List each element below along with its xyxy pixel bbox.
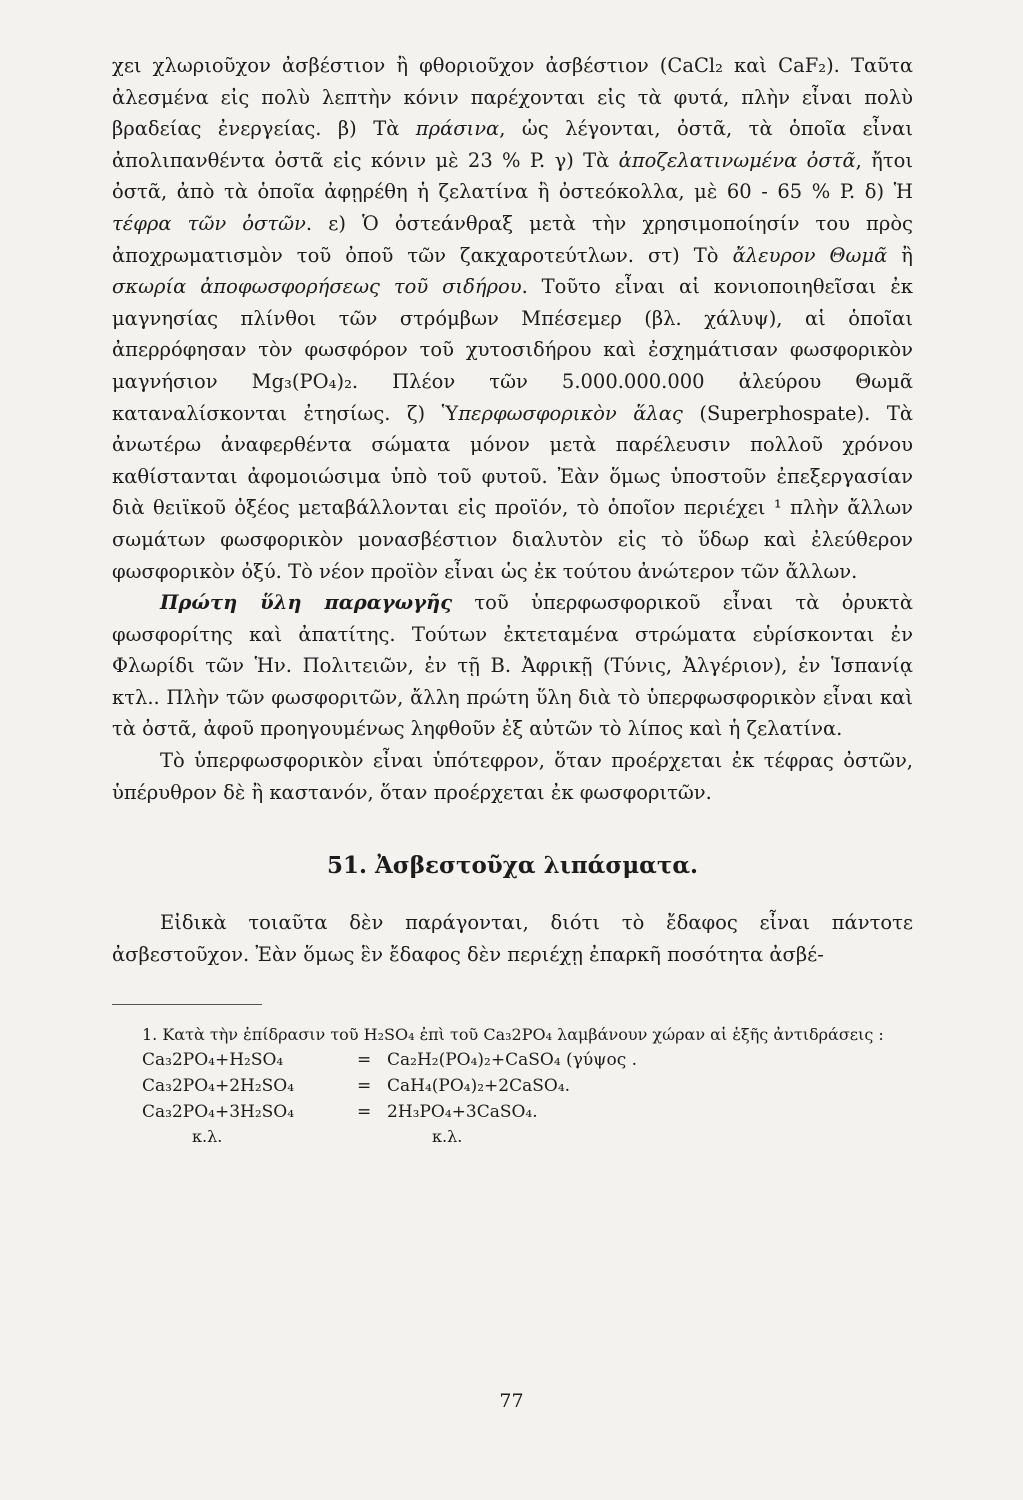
equation-etc	[192, 1125, 913, 1149]
equation-right: 2H₃PO₄+3CaSO₄.	[387, 1102, 538, 1123]
italic-term: τέφρα τῶν ὀστῶν	[112, 211, 306, 235]
text-run: χει χλωριοῦχον ἀσβέστιον ἢ φθοριοῦχον ἀσβέστιον (CaCl₂ καὶ CaF₂). Ταῦτα ἀλεσμένα εἰς πολὺ λεπτὴν κόνιν παρέχονται εἰς τὰ φυτά, πλὴν εἶναι πολὺ βραδείας ἐνεργείας. β) Τὰ	[112, 54, 913, 141]
text-run: . ε) Ὁ ὀστεάνθραξ μετὰ τὴν χρησιμοποίησίν του πρὸς ἀποχρωματισμὸν τοῦ ὀποῦ τῶν ζακχαροτεύτλων. στ) Τὸ	[112, 211, 913, 267]
italic-term: ἀποζελατινωμένα ὀστᾶ	[618, 148, 856, 172]
equation-left: Ca₃2PO₄+2H₂SO₄	[142, 1076, 295, 1097]
equation-row	[142, 1099, 913, 1125]
paragraph-lime-fertilizers: Εἰδικὰ τοιαῦτα δὲν παράγονται, διότι τὸ ἔδαφος εἶναι πάντοτε ἀσβεστοῦχον. Ἐὰν ὅμως ἓν ἔδαφος δὲν περιέχῃ ἐπαρκῆ ποσότητα ἀσβέ-	[112, 911, 913, 966]
paragraph-color: Τὸ ὑπερφωσφορικὸν εἶναι ὑπότεφρον, ὅταν προέρχεται ἐκ τέφρας ὀστῶν, ὑπέρυθρον δὲ ἢ καστανόν, ὅταν προέρχεται ἐκ φωσφοριτῶν.	[112, 749, 913, 804]
equation-row	[142, 1073, 913, 1099]
bold-italic-term: Πρώτη ὕλη παραγωγῆς	[160, 591, 453, 615]
equation-left: Ca₃2PO₄+H₂SO₄	[142, 1050, 284, 1071]
section-heading: 51. Ἀσβεστοῦχα λιπάσματα.	[326, 852, 699, 880]
equation-row	[142, 1047, 913, 1073]
text-run: , ἤτοι ὀστᾶ, ἀπὸ τὰ ὁποῖα ἀφῃρέθη ἡ ζελατίνα ἢ ὀστεόκολλα, μὲ 60 - 65 % P. δ) Ἡ	[112, 148, 913, 204]
paragraph-raw-materials	[112, 587, 913, 745]
text-run: (Superphospate). Τὰ ἀνωτέρω ἀναφερθέντα σώματα μόνον μετὰ παρέλευσιν πολλοῦ χρόνου καθίστανται ἀφομοιώσιμα ὑπὸ τοῦ φυτοῦ. Ἐὰν ὅμως ὑποστοῦν ἐπεξεργασίαν διὰ θειϊκοῦ ὀξέος μεταβάλλονται εἰς προϊόν, τὸ ὁποῖον περιέχει ¹ πλὴν ἄλλων σωμάτων φωσφορικὸν μονασβέστιον διαλυτὸν εἰς τὸ ὕδωρ καὶ ἐλεύθερον φωσφορικὸν ὀξύ. Τὸ νέον προϊὸν εἶναι ὡς ἐκ τούτου ἀνώτερον τῶν ἄλλων.	[112, 401, 913, 583]
footnote-intro: 1. Κατὰ τὴν ἐπίδρασιν τοῦ H₂SO₄ ἐπὶ τοῦ Ca₃2PO₄ λαμβάνουν χώραν αἱ ἑξῆς ἀντιδράσεις :	[142, 1025, 884, 1045]
italic-term: περφωσφορικὸν ἅλας	[458, 401, 683, 425]
equation-operator: =	[357, 1076, 372, 1097]
text-run: . Τοῦτο εἶναι αἱ κονιοποιηθεῖσαι ἐκ μαγνησίας πλίνθοι τῶν στρόμβων Μπέσεμερ (βλ. χάλυψ), αἱ ὁποῖαι ἀπερρόφησαν τὸν φωσφόρον τοῦ χυτοσιδήρου καὶ ἐσχημάτισαν φωσφορικὸν μαγνήσιον Mg₃(PO₄)₂. Πλέον τῶν 5.000.000.000 ἀλεύρου Θωμᾶ καταναλίσκονται ἐτησίως. ζ) Ὑ	[112, 275, 913, 425]
italic-term: ἄλευρον Θωμᾶ	[732, 243, 888, 267]
equation-operator: =	[357, 1102, 372, 1123]
text-run: τοῦ ὑπερφωσφορικοῦ εἶναι τὰ ὀρυκτὰ φωσφορίτης καὶ ἀπατίτης. Τούτων ἐκτεταμένα στρώματα εὑρίσκονται ἐν Φλωρίδι τῶν Ἡν. Πολιτειῶν, ἐν τῇ Β. Ἀφρικῇ (Τύνις, Ἀλγέριον), ἐν Ἱσπανίᾳ κτλ.. Πλὴν τῶν φωσφοριτῶν, ἄλλη πρώτη ὕλη διὰ τὸ ὑπερφωσφορικὸν εἶναι καὶ τὰ ὀστᾶ, ἀφοῦ προηγουμένως ληφθοῦν ἐξ αὐτῶν τὸ λίπος καὶ ἡ ζελατίνα.	[112, 591, 913, 741]
equation-right: Ca₂H₂(PO₄)₂+CaSO₄ (γύψος .	[387, 1050, 638, 1071]
italic-term: πράσινα	[415, 117, 500, 141]
paragraph-phosphate-fertilizers	[112, 50, 913, 587]
equation-operator: =	[357, 1050, 372, 1071]
text-run: , ὡς λέγονται, ὀστᾶ, τὰ ὁποῖα εἶναι ἀπολιπανθέντα ὀστᾶ εἰς κόνιν μὲ 23 % P. γ) Τὰ	[112, 117, 913, 172]
footnote-divider	[112, 1004, 262, 1005]
etc-left: κ.λ.	[192, 1127, 223, 1147]
equation-right: CaH₄(PO₄)₂+2CaSO₄.	[387, 1076, 571, 1097]
etc-right: κ.λ.	[432, 1127, 463, 1147]
italic-term: σκωρία ἀποφωσφορήσεως τοῦ σιδήρου	[112, 275, 522, 299]
text-run: ἢ	[887, 243, 913, 267]
equation-left: Ca₃2PO₄+3H₂SO₄	[142, 1102, 295, 1123]
page-number: 77	[499, 1390, 524, 1412]
